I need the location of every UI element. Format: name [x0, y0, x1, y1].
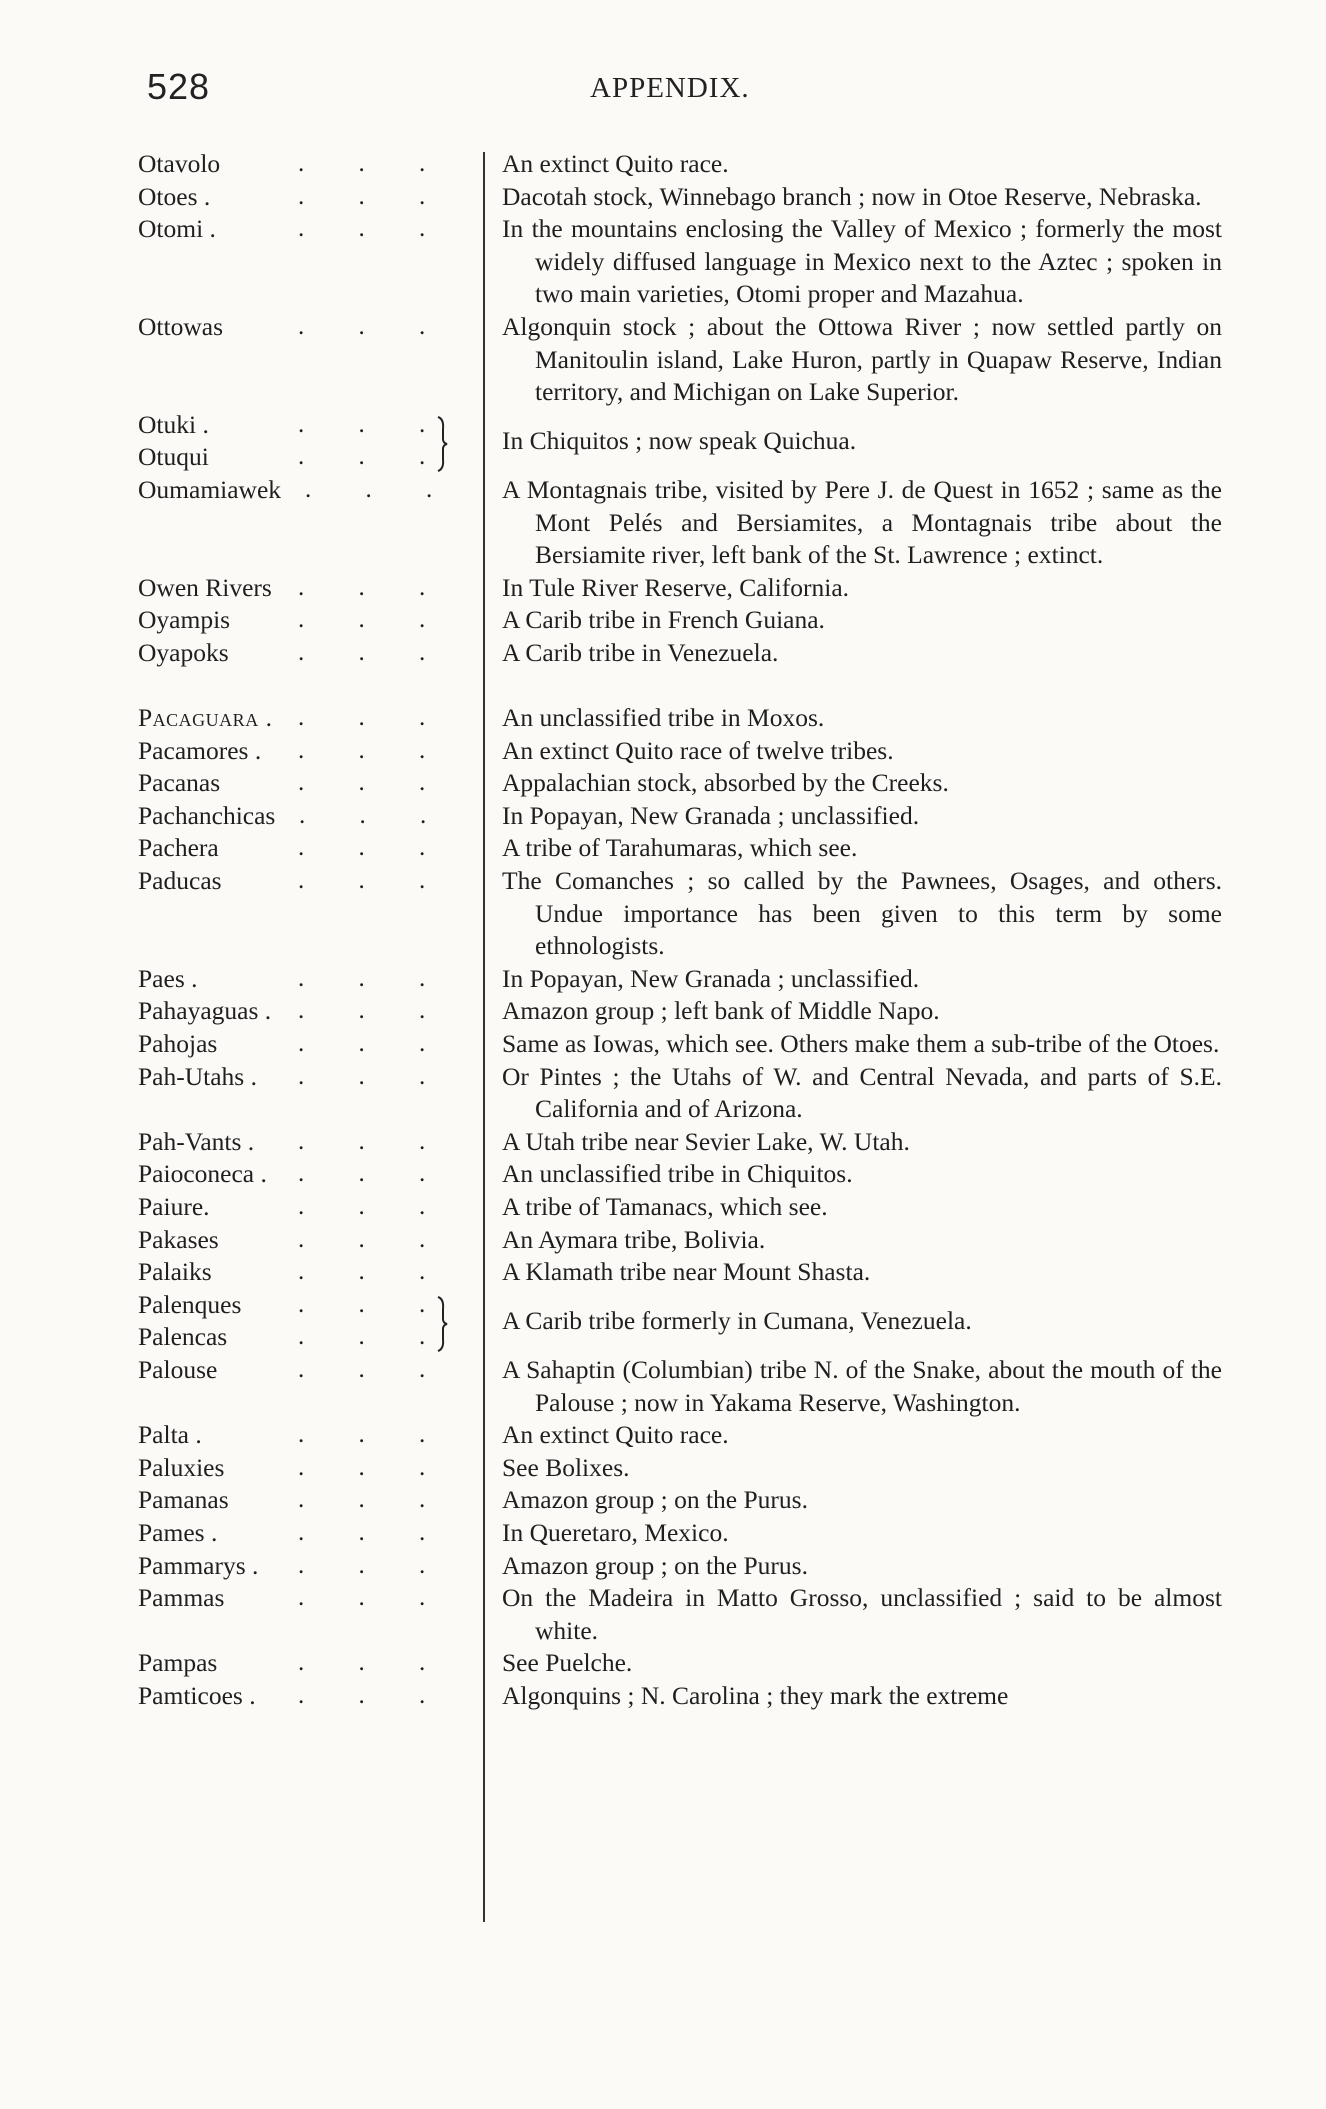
entry-name: Pachanchicas [138, 800, 276, 830]
entry-description-text: Or Pintes ; the Utahs of W. and Central Nevada, and parts of S.E. California and of Arizona. [502, 1061, 1222, 1124]
entry-description [502, 1680, 1222, 1713]
entry-row [138, 832, 1228, 865]
entry-name: Pammarys . [138, 1550, 259, 1580]
leader-dots: . . . [298, 312, 450, 340]
entry-description [502, 1484, 1222, 1517]
entry-description [502, 1582, 1222, 1647]
entry-description-text: Amazon group ; on the Purus. [502, 1485, 808, 1515]
leader-dots: . . . [298, 1323, 450, 1351]
entry-name-cell [138, 1550, 470, 1583]
entry-description-text: A Carib tribe in French Guiana. [502, 605, 825, 635]
entry-row [138, 767, 1228, 800]
entry-description-text: Appalachian stock, absorbed by the Creeks. [502, 768, 949, 798]
entry-description [502, 1550, 1222, 1583]
entry-name-cell [138, 1061, 470, 1126]
entry-description [502, 213, 1222, 311]
entry-description [502, 1517, 1222, 1550]
leader-dots: . . . [298, 573, 450, 601]
entry-name: Pah-Vants . [138, 1126, 255, 1156]
entry-description [502, 1256, 1222, 1289]
entry-row [138, 865, 1228, 963]
leader-dots: . . . [298, 1681, 450, 1709]
entry-row [138, 604, 1228, 637]
entry-description-text: On the Madeira in Matto Grosso, unclassified ; said to be almost white. [502, 1583, 1222, 1645]
leader-dots: . . . [298, 1421, 450, 1449]
entry-name: Pachera [138, 833, 219, 863]
entry-name-cell [138, 702, 470, 735]
entry-name-cell [138, 1452, 470, 1485]
leader-dots: . . . [298, 1062, 450, 1090]
leader-dots: . . . [298, 182, 450, 210]
entry-row [138, 1550, 1228, 1583]
brace-glyph [435, 415, 449, 473]
entry-description [502, 1158, 1222, 1191]
entry-description-text: A Klamath tribe near Mount Shasta. [502, 1257, 871, 1287]
entry-name: Pames . [138, 1517, 218, 1547]
entry-row [138, 1647, 1228, 1680]
entry-row [138, 702, 1228, 735]
paired-entry [138, 1289, 1228, 1354]
entry-name-cell [138, 474, 470, 572]
entry-description-text: Amazon group ; left bank of Middle Napo. [502, 996, 940, 1026]
entry-row [138, 1419, 1228, 1452]
entry-name-cell [138, 1158, 470, 1191]
entry-name: Palencas [138, 1322, 228, 1352]
entry-description [502, 1354, 1222, 1419]
entry-name: Pah-Utahs . [138, 1061, 257, 1091]
entry-description-text: The Comanches ; so called by the Pawnees, Osages, and others. Undue importance has been given to this term by some ethnologists. [502, 866, 1222, 961]
entry-description [502, 409, 1222, 474]
entry-description [502, 735, 1222, 768]
entry-row [138, 1256, 1228, 1289]
entry-name-cell [138, 735, 470, 768]
entry-description [502, 181, 1222, 214]
entry-name: Paducas [138, 866, 222, 896]
entry-name-item [138, 441, 470, 474]
entry-row [138, 1224, 1228, 1257]
entry-name: Pammas [138, 1583, 225, 1613]
entry-row [138, 1680, 1228, 1713]
leader-dots: . . . [298, 1584, 450, 1612]
entry-description-text: In Queretaro, Mexico. [502, 1517, 729, 1547]
entry-row [138, 1452, 1228, 1485]
entry-name-cell [138, 1647, 470, 1680]
entry-name-cell [138, 572, 470, 605]
leader-dots: . . . [298, 1160, 450, 1188]
entry-description-text: An extinct Quito race. [502, 1420, 729, 1450]
entry-name: Paluxies [138, 1452, 225, 1482]
leader-dots: . . . [298, 1453, 450, 1481]
entry-row [138, 963, 1228, 996]
entry-row [138, 474, 1228, 572]
entry-description [502, 1061, 1222, 1126]
entry-description-text: A tribe of Tarahumaras, which see. [502, 833, 858, 863]
leader-dots: . . . [305, 475, 457, 503]
entry-name-cell [138, 1256, 470, 1289]
leader-dots: . . . [298, 1355, 450, 1383]
entry-row [138, 1126, 1228, 1159]
entry-name-cell [138, 213, 470, 311]
entry-description-text: Same as Iowas, which see. Others make them a sub-tribe of the Otoes. [502, 1029, 1220, 1059]
entry-name-cell [138, 1126, 470, 1159]
entry-name-cell [138, 865, 470, 963]
entry-name: Paioconeca . [138, 1159, 267, 1189]
entry-name: Otuki . [138, 409, 209, 439]
leader-dots: . . . [298, 1127, 450, 1155]
leader-dots: . . . [298, 1551, 450, 1579]
entry-description-text: Algonquins ; N. Carolina ; they mark the extreme [502, 1680, 1009, 1710]
entry-description [502, 702, 1222, 735]
entry-name: Pampas [138, 1648, 218, 1678]
entry-name-cell [138, 832, 470, 865]
entry-name: Ottowas [138, 311, 223, 341]
entry-name-cell [138, 1224, 470, 1257]
entry-description-text: In Chiquitos ; now speak Quichua. [502, 426, 857, 456]
entry-name: Oyampis [138, 605, 231, 635]
entry-description [502, 1452, 1222, 1485]
entry-name-cell [138, 800, 470, 833]
leader-dots: . . . [298, 215, 450, 243]
page-number: 528 [147, 66, 211, 107]
leader-dots: . . . [298, 1030, 450, 1058]
leader-dots: . . . [298, 150, 450, 177]
entry-row [138, 995, 1228, 1028]
entry-name-cell [138, 1484, 470, 1517]
entry-row [138, 1191, 1228, 1224]
entry-description [502, 604, 1222, 637]
entry-description-text: In Popayan, New Granada ; unclassified. [502, 963, 920, 993]
entry-name: Otavolo [138, 149, 221, 178]
entry-name: Pahojas [138, 1029, 218, 1059]
paired-entry [138, 409, 1228, 474]
entry-description [502, 832, 1222, 865]
entry-description [502, 1289, 1222, 1354]
entry-description [502, 865, 1222, 963]
page-header [0, 66, 1326, 110]
entry-row [138, 1158, 1228, 1191]
entry-name: Palenques [138, 1289, 242, 1319]
entry-name-cell [138, 311, 470, 409]
leader-dots: . . . [298, 1290, 450, 1318]
entry-description-text: In the mountains enclosing the Valley of Mexico ; formerly the most widely diffused language in Mexico next to the Aztec ; spoken in two main varieties, Otomi proper and Mazahua. [502, 214, 1222, 309]
entry-name: Pahayaguas . [138, 996, 272, 1026]
entry-name-cell [138, 1191, 470, 1224]
entry-name: Paes . [138, 963, 198, 993]
entry-row [138, 800, 1228, 833]
entry-name-cell [138, 995, 470, 1028]
entry-name-cell [138, 604, 470, 637]
entry-description-text: An unclassified tribe in Moxos. [502, 703, 825, 733]
entry-description-text: An extinct Quito race. [502, 149, 729, 178]
entry-name: Otoes . [138, 181, 211, 211]
entry-name-cell [138, 1680, 470, 1713]
entry-description [502, 1419, 1222, 1452]
entry-description [502, 1224, 1222, 1257]
entry-description [502, 1028, 1222, 1061]
running-head: APPENDIX. [590, 72, 750, 104]
entry-description [502, 995, 1222, 1028]
entry-name-cell [138, 148, 470, 181]
leader-dots: . . . [298, 1193, 450, 1220]
entry-name: Pacamores . [138, 735, 262, 765]
leader-dots: . . . [298, 1225, 450, 1253]
glossary-entries [138, 148, 1228, 1713]
paired-names [138, 1289, 470, 1354]
entry-description-text: A Montagnais tribe, visited by Pere J. de Quest in 1652 ; same as the Mont Pelés and Bersiamites, a Montagnais tribe about the Bersiamite river, left bank of the St. Lawrence ; extinct. [502, 474, 1222, 570]
entry-name-item [138, 1321, 470, 1354]
entry-name: Oyapoks [138, 637, 229, 667]
entry-description-text: In Popayan, New Granada ; unclassified. [502, 800, 920, 830]
entry-name-cell [138, 1582, 470, 1647]
entry-description [502, 1647, 1222, 1680]
entry-name: Oumamiawek [138, 474, 282, 504]
brace-glyph [435, 1295, 449, 1353]
leader-dots: . . . [298, 1258, 450, 1286]
leader-dots: . . . [298, 1486, 450, 1514]
entry-row [138, 311, 1228, 409]
entry-name: Palta . [138, 1420, 202, 1450]
entry-name: Pakases [138, 1224, 219, 1254]
leader-dots: . . . [298, 867, 450, 895]
entry-name-cell [138, 1419, 470, 1452]
entry-name: Pamticoes . [138, 1680, 256, 1710]
entry-row [138, 1061, 1228, 1126]
leader-dots: . . . [298, 1649, 450, 1677]
leader-dots: . . . [298, 997, 450, 1025]
entry-name: Otomi . [138, 214, 216, 244]
entry-description-text: A Sahaptin (Columbian) tribe N. of the Snake, about the mouth of the Palouse ; now in Yakama Reserve, Washington. [502, 1354, 1222, 1417]
entry-name: Owen Rivers [138, 572, 272, 602]
entry-name: Palouse [138, 1354, 218, 1384]
entry-name-cell [138, 637, 470, 670]
entry-description [502, 1191, 1222, 1224]
leader-dots: . . . [298, 606, 450, 634]
entry-description [502, 572, 1222, 605]
entry-row [138, 181, 1228, 214]
entry-description-text: A tribe of Tamanacs, which see. [502, 1192, 828, 1221]
entry-name: Otuqui [138, 442, 209, 472]
entry-description [502, 767, 1222, 800]
entry-description [502, 148, 1222, 181]
entry-row [138, 735, 1228, 768]
entry-name: Paiure. [138, 1192, 210, 1221]
entry-description [502, 1126, 1222, 1159]
entry-name-cell [138, 963, 470, 996]
entry-description-text: An Aymara tribe, Bolivia. [502, 1224, 766, 1254]
entry-name-cell [138, 767, 470, 800]
entry-description-text: A Carib tribe formerly in Cumana, Venezuela. [502, 1306, 972, 1336]
leader-dots: . . . [298, 769, 450, 797]
entry-description [502, 474, 1222, 572]
entry-name-cell [138, 1354, 470, 1419]
entry-description-text: See Bolixes. [502, 1452, 630, 1482]
entry-description-text: An unclassified tribe in Chiquitos. [502, 1159, 853, 1189]
entry-description-text: Algonquin stock ; about the Ottowa River ; now settled partly on Manitoulin island, Lake Huron, partly in Quapaw Reserve, Indian territory, and Michigan on Lake Superior. [502, 311, 1222, 407]
entry-description-text: An extinct Quito race of twelve tribes. [502, 735, 894, 765]
entry-name: Pamanas [138, 1485, 229, 1515]
entry-name-cell [138, 1517, 470, 1550]
leader-dots: . . . [298, 1518, 450, 1546]
entry-description-text: See Puelche. [502, 1648, 633, 1678]
entry-name-item [138, 1289, 470, 1322]
entry-row [138, 148, 1228, 181]
leader-dots: . . . [298, 638, 450, 666]
leader-dots: . . . [298, 443, 450, 471]
entry-name-cell [138, 181, 470, 214]
entry-description-text: Amazon group ; on the Purus. [502, 1550, 808, 1580]
leader-dots: . . . [298, 736, 450, 764]
entry-name: Pacanas [138, 768, 221, 798]
entry-description-text: A Carib tribe in Venezuela. [502, 637, 779, 667]
entry-name: Pacaguara . [138, 703, 273, 733]
entry-row [138, 1582, 1228, 1647]
entry-row [138, 1517, 1228, 1550]
entry-description [502, 637, 1222, 670]
entry-description [502, 963, 1222, 996]
leader-dots: . . . [298, 834, 450, 862]
entry-description [502, 311, 1222, 409]
entry-name-item [138, 409, 470, 442]
entry-description-text: In Tule River Reserve, California. [502, 572, 850, 602]
entry-row [138, 1484, 1228, 1517]
entry-description [502, 800, 1222, 833]
entry-row [138, 572, 1228, 605]
leader-dots: . . . [298, 410, 450, 438]
entry-row [138, 213, 1228, 311]
leader-dots: . . . [298, 964, 450, 992]
entry-name: Palaiks [138, 1257, 212, 1287]
entry-row [138, 1354, 1228, 1419]
leader-dots: . . . [299, 801, 451, 829]
entry-row [138, 637, 1228, 670]
entry-row [138, 1028, 1228, 1061]
paired-names [138, 409, 470, 474]
leader-dots: . . . [298, 704, 450, 732]
entry-description-text: Dacotah stock, Winnebago branch ; now in Otoe Reserve, Nebraska. [502, 181, 1202, 211]
entry-name-cell [138, 1028, 470, 1061]
entry-description-text: A Utah tribe near Sevier Lake, W. Utah. [502, 1126, 910, 1156]
